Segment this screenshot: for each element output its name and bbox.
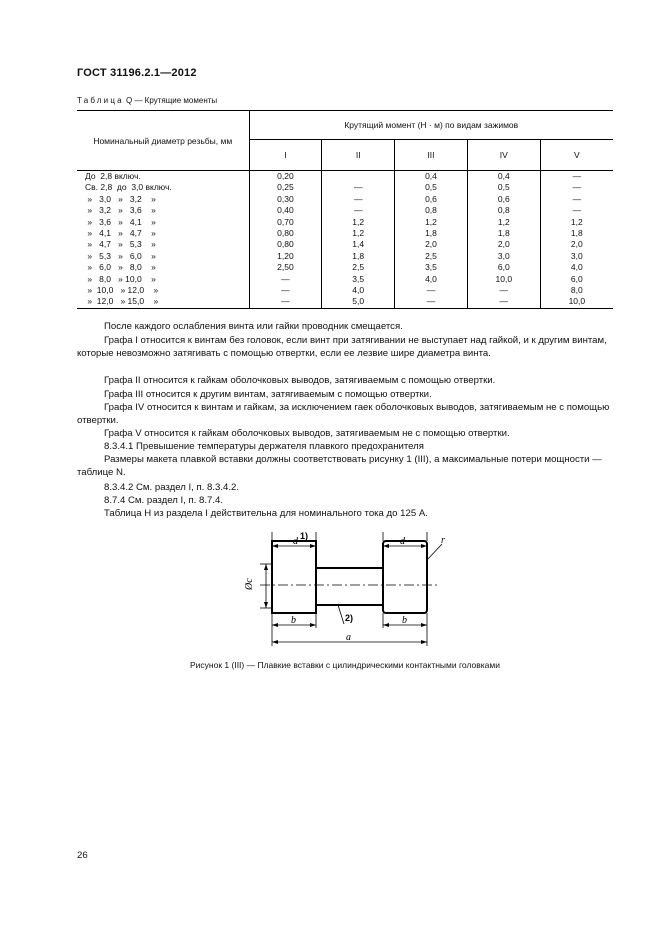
table-cell: — <box>572 205 582 216</box>
note-2: 2) <box>345 613 354 623</box>
paragraph-text: 8.3.4.1 Превышение температуры держателя плавкого предохранителя <box>104 441 424 452</box>
label-b-left: b <box>291 615 296 626</box>
table-cell: 1,2 <box>497 216 510 227</box>
table-cell: 10,0 <box>495 273 513 284</box>
table-cell: 3,5 <box>352 273 365 284</box>
page-number: 26 <box>77 850 88 861</box>
table-cell: — <box>353 182 363 193</box>
table-cell: 0,8 <box>497 205 510 216</box>
paragraph-text: Графа II относится к гайкам оболочковых выводов, затягиваемым с помощью отвертки. <box>104 375 496 386</box>
table-cell: — <box>499 296 509 307</box>
paragraph <box>77 494 613 507</box>
radius-leader <box>427 544 442 560</box>
table-cell: 0,30 <box>277 193 294 204</box>
paragraph <box>77 427 613 440</box>
table-cell: » 12,0 » 15,0 » <box>85 296 159 307</box>
table-cell: 1,8 <box>570 227 583 238</box>
table-cell: 2,50 <box>277 262 294 273</box>
table-cell: 1,2 <box>425 216 437 227</box>
paragraph <box>77 440 613 453</box>
table-cell: » 8,0 » 10,0 » <box>85 273 156 284</box>
table-cell: — <box>281 296 290 307</box>
paragraph <box>77 388 613 401</box>
table-cell: 1,2 <box>570 216 583 227</box>
paragraph <box>77 334 613 361</box>
paragraph-text: Графа I относится к винтам без головок, если винт при затягивании не выступает над гайкой, и к другим винтам, которые невозможно затягивать с помощью отвертки, если ее лезвие шире диаметра винта. <box>77 335 607 360</box>
table-cell: 0,5 <box>497 182 510 193</box>
table-cell: 2,5 <box>425 250 437 261</box>
paragraph-text: После каждого ослабления винта или гайки проводник смещается. <box>104 321 403 332</box>
clamp-4-column <box>467 171 540 309</box>
torque-table <box>77 110 613 309</box>
header-clamp-5: V <box>574 150 580 160</box>
table-cell: 2,0 <box>425 239 437 250</box>
label-c: Øc <box>244 578 255 590</box>
table-cell: — <box>353 193 363 204</box>
right-contact-cap <box>383 541 427 613</box>
document-title: ГОСТ 31196.2.1—2012 <box>77 67 197 79</box>
table-cell: 1,2 <box>352 216 365 227</box>
label-a: a <box>346 632 351 643</box>
table-cell: 0,80 <box>277 227 294 238</box>
table-cell: 6,0 <box>570 273 583 284</box>
table-cell: » 3,0 » 3,2 » <box>85 193 156 204</box>
header-diameter: Номинальный диаметр резьбы, мм <box>77 111 249 171</box>
table-cell: 1,4 <box>352 239 365 250</box>
table-cell: 0,40 <box>277 205 294 216</box>
table-cell: 0,80 <box>277 239 294 250</box>
table-cell: 1,2 <box>352 227 365 238</box>
table-cell: — <box>426 296 436 307</box>
paragraph-text: 8.3.4.2 См. раздел I, п. 8.3.4.2. <box>104 482 240 493</box>
table-cell: 0,4 <box>497 171 510 181</box>
header-clamp-4: IV <box>467 140 540 171</box>
header-clamp-3: III <box>395 140 468 171</box>
table-cell: » 3,2 » 3,6 » <box>85 205 156 216</box>
table-cell: 3,0 <box>497 250 510 261</box>
paragraph-text: Графа IV относится к винтам и гайкам, за исключением гаек оболочковых выводов, затягиваемым не с помощью отвертки. <box>77 402 610 427</box>
table-cell: — <box>499 284 509 295</box>
paragraph <box>77 374 613 387</box>
table-cell: 2,5 <box>352 262 365 273</box>
fuse-link-figure <box>230 528 460 653</box>
table-cell: 0,6 <box>425 193 437 204</box>
paragraph <box>77 320 613 333</box>
table-cell: » 10,0 » 12,0 » <box>85 284 159 295</box>
paragraph-text: 8.7.4 См. раздел I, п. 8.7.4. <box>104 495 224 506</box>
table-cell: » 4,1 » 4,7 » <box>85 227 156 238</box>
paragraph-text: Графа V относится к гайкам оболочковых выводов, затягиваемым не с помощью отвертки. <box>104 428 510 439</box>
table-cell: 0,6 <box>497 193 510 204</box>
paragraph <box>77 453 613 480</box>
table-cell <box>322 171 394 182</box>
table-cell: 8,0 <box>570 284 583 295</box>
table-cell: — <box>572 182 582 193</box>
table-cell: 2,0 <box>497 239 510 250</box>
paragraph <box>77 481 613 494</box>
figure-caption: Рисунок 1 (III) — Плавкие вставки с цилиндрическими контактными головками <box>190 660 500 670</box>
label-d-right: d <box>400 536 405 547</box>
table-cell: 0,25 <box>277 182 294 193</box>
table-cell: 1,8 <box>425 227 437 238</box>
clamp-1-column <box>249 171 322 309</box>
table-cell: — <box>353 205 363 216</box>
table-cell: » 3,6 » 4,1 » <box>85 216 156 227</box>
label-r: r <box>441 535 445 546</box>
table-cell: 0,5 <box>425 182 437 193</box>
note-2-leader <box>338 605 344 624</box>
table-cell: — <box>281 284 290 295</box>
table-caption-word: Таблица <box>77 96 124 105</box>
clamp-2-column <box>322 171 395 309</box>
label-d-left: d <box>293 536 298 547</box>
table-cell: 3,5 <box>425 262 437 273</box>
table-cell: — <box>281 273 290 284</box>
paragraph-text: Таблица Н из раздела I действительна для номинального тока до 125 А. <box>104 508 428 519</box>
paragraph <box>77 401 613 428</box>
table-cell: 10,0 <box>568 296 586 307</box>
table-cell: » 4,7 » 5,3 » <box>85 239 156 250</box>
clamp-3-column <box>395 171 468 309</box>
table-cell: » 5,3 » 6,0 » <box>85 250 156 261</box>
table-cell: 5,0 <box>352 296 365 307</box>
table-cell: 4,0 <box>425 273 437 284</box>
table-cell: 1,20 <box>277 250 294 261</box>
paragraph-text: Размеры макета плавкой вставки должны соответствовать рисунку 1 (III), а максимальные потери мощности — таблице N. <box>77 454 602 479</box>
header-clamp-1: I <box>249 140 322 171</box>
table-cell: 6,0 <box>497 262 510 273</box>
table-cell: » 6,0 » 8,0 » <box>85 262 156 273</box>
table-caption-text: Q — Крутящие моменты <box>126 96 218 105</box>
table-cell: 2,0 <box>570 239 583 250</box>
table-cell: 0,20 <box>277 171 294 181</box>
table-cell: 3,0 <box>570 250 583 261</box>
paragraph-text: Графа III относится к другим винтам, затягиваемым с помощью отвертки. <box>104 389 432 400</box>
clamp-5-column <box>540 171 613 309</box>
table-cell: 1,8 <box>352 250 365 261</box>
left-contact-cap <box>272 541 316 613</box>
table-cell: 1,8 <box>497 227 510 238</box>
label-b-right: b <box>402 615 407 626</box>
header-clamp-2: II <box>322 140 395 171</box>
paragraph <box>77 507 613 520</box>
table-cell: 0,8 <box>425 205 437 216</box>
table-cell: 0,70 <box>277 216 294 227</box>
table-cell: Св. 2,8 до 3,0 включ. <box>85 182 172 193</box>
header-torque: Крутящий момент (Н · м) по видам зажимов <box>249 111 613 140</box>
table-cell: До 2,8 включ. <box>85 171 141 181</box>
table-cell: 4,0 <box>570 262 583 273</box>
table-caption <box>77 96 217 105</box>
table-cell: — <box>572 193 582 204</box>
fuse-body <box>316 568 383 605</box>
table-cell: — <box>572 171 582 181</box>
diameter-column <box>77 171 249 309</box>
note-1: 1) <box>300 531 309 541</box>
table-cell: 4,0 <box>352 284 365 295</box>
table-cell: 0,4 <box>425 171 437 181</box>
table-cell: — <box>426 284 436 295</box>
